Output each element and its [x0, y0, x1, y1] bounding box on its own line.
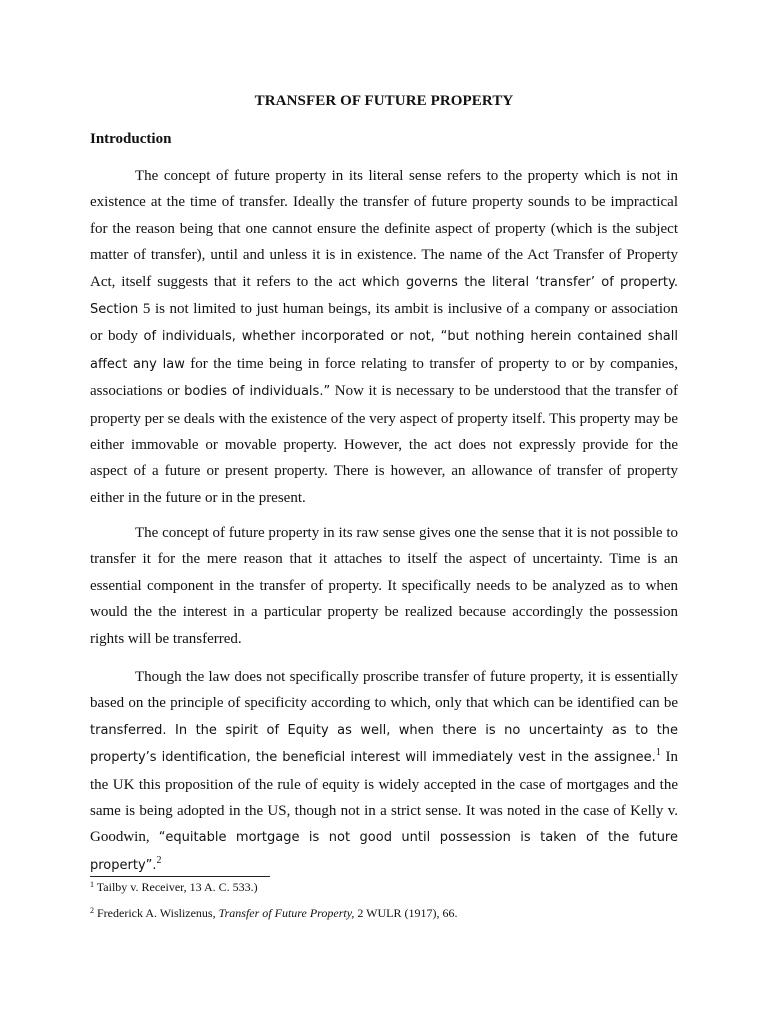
section-heading: Introduction [90, 131, 172, 147]
footnote-ref-2[interactable]: 2 [156, 854, 162, 866]
paragraph-1-text-b: which governs the literal ‘transfer’ of property. Section [90, 274, 678, 318]
paragraph-3-text-b: transferred. In the spirit of Equity as well, when there is no uncertainty as to the property’s identification, the beneficial interest will immediately vest in the assignee. [90, 722, 678, 766]
paragraph-1-text-a: The concept of future property in its literal sense refers to the property which is not in existence at the time of transfer. Ideally the transfer of future property sounds to be impractical for the reason being that one cannot ensure the definite aspect of property (which is the subject matter of transfer), until and unless it is in existence. The name of the Act Transfer of Property Act, itself suggests that it refers to the act [90, 168, 678, 290]
footnote-2-text-post: 2 WULR (1917), 66. [354, 906, 458, 920]
paragraph-1-text-g: Now it is necessary to be understood that the transfer of property per se deals with the existence of the very aspect of property itself. This property may be either immovable or movable property. However, the act does not expressly provide for the aspect of a future or present property. There is however, an allowance of transfer of property either in the future or in the present. [90, 383, 678, 506]
paragraph-1-text-d: of individuals, whether incorporated or not, “but nothing herein contained shall affect any law [90, 329, 678, 372]
paragraph-3-text-a: Though the law does not specifically proscribe transfer of future property, it is essentially based on the principle of specificity according to which, only that which can be identified can be [90, 669, 678, 712]
paragraph-3-text-c: In the UK this proposition of the rule of equity is widely accepted in the case of mortgages and the same is being adopted in the US, though not in a strict sense. It was noted in the case of Kelly v. Goodwin, [90, 749, 679, 846]
document-title: TRANSFER OF FUTURE PROPERTY [254, 93, 514, 109]
footnote-2-number: 2 [90, 906, 94, 915]
paragraph-1 [90, 163, 678, 511]
footnote-1-text: Tailby v. Receiver, 13 A. C. 533.) [96, 880, 258, 894]
paragraph-1-text-c: 5 is not limited to just human beings, its ambit is inclusive of a company or association or body [90, 301, 678, 345]
footnote-2-text-italic: Transfer of Future Property, [218, 906, 355, 920]
paragraph-1-text-f: bodies of individuals.” [184, 384, 331, 400]
footnote-1-number: 1 [90, 880, 94, 889]
paragraph-2-text: The concept of future property in its raw sense gives one the sense that it is not possible to transfer it for the mere reason that it attaches to itself the aspect of uncertainty. Time is an essential component in the transfer of property. It specifically needs to be analyzed as to when would the the interest in a particular property be realized because accordingly the possession rights will be transferred. [90, 525, 678, 647]
footnote-2 [90, 905, 458, 921]
footnote-2-text-pre: Frederick A. Wislizenus, [97, 906, 219, 920]
paragraph-3 [90, 664, 678, 879]
footnote-divider [90, 876, 270, 877]
footnote-ref-1[interactable]: 1 [655, 747, 661, 759]
paragraph-1-text-e: for the time being in force relating to transfer of property to or by companies, associations or [90, 355, 678, 400]
footnote-1 [90, 879, 258, 895]
paragraph-3-text-d: “equitable mortgage is not good until possession is taken of the future property”. [90, 830, 678, 873]
paragraph-2 [90, 520, 678, 652]
